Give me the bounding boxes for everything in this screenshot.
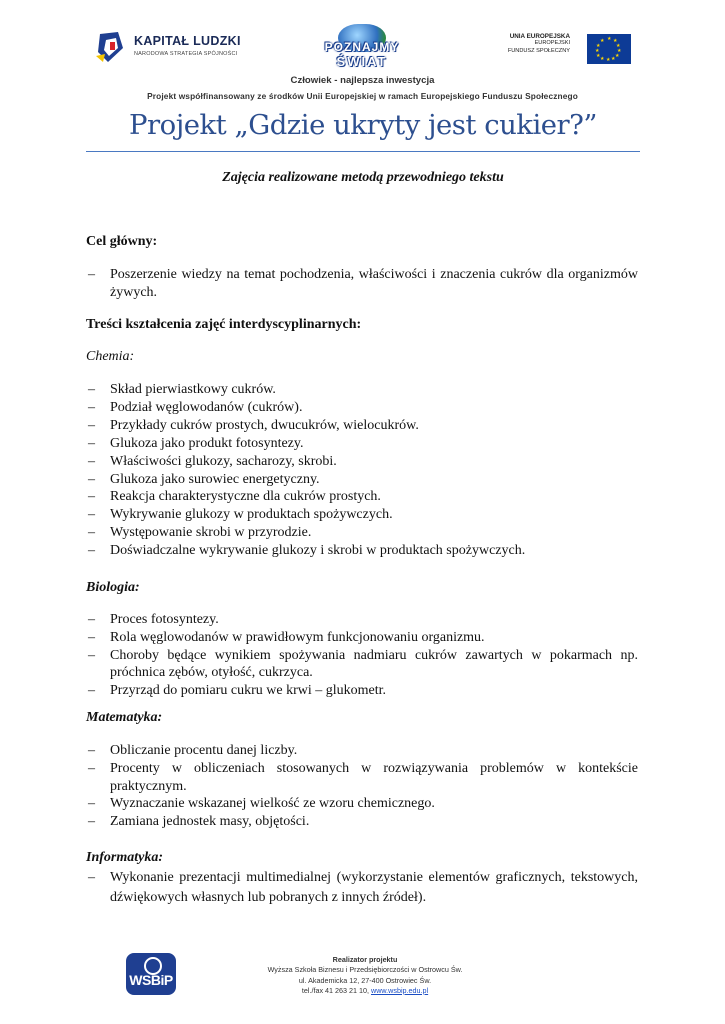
footer-phone-line [230, 986, 500, 996]
motto: Człowiek - najlepsza inwestycja [290, 75, 435, 86]
list-item: – Zamiana jednostek masy, objętości. [86, 813, 638, 831]
poznajmy-line2: ŚWIAT [336, 54, 388, 69]
page-title: Projekt „Gdzie ukryty jest cukier?” [129, 109, 597, 141]
footer-school: Wyższa Szkoła Biznesu i Przedsiębiorczości w Ostrowcu Św. [267, 965, 463, 975]
eu-line3: FUNDUSZ SPOŁECZNY [507, 47, 570, 54]
eu-line2: EUROPEJSKI [534, 40, 570, 47]
subtitle: Zajęcia realizowane metodą przewodniego tekstu [222, 170, 504, 185]
list-item: – Podział węglowodanów (cukrów). [86, 399, 638, 417]
list-item: – Rola węglowodanów w prawidłowym funkcjonowaniu organizmu. [86, 629, 638, 647]
footer-contact [230, 955, 500, 996]
list-item: – Doświadczalne wykrywanie glukozy i skrobi w produktach spożywczych. [86, 542, 638, 560]
list-item: – Procenty w obliczeniach stosowanych w rozwiązywania problemów w kontekście praktycznym. [86, 760, 638, 796]
eu-logo [484, 32, 632, 66]
footer-label: Realizator projektu [332, 955, 398, 964]
eu-flag-icon: ★ ★ ★ ★ ★ ★ ★ ★ ★ ★ ★ ★ [587, 34, 631, 64]
biology-heading: Biologia: [86, 580, 140, 595]
list-item: – Występowanie skrobi w przyrodzie. [86, 524, 638, 542]
wsbip-emblem-icon [144, 957, 162, 975]
wsbip-logo [126, 953, 176, 995]
kapital-ludzki-subtitle: NARODOWA STRATEGIA SPÓJNOŚCI [134, 51, 238, 57]
main-goal-list [86, 266, 638, 302]
eu-text [484, 33, 570, 55]
wsbip-logo-text: WSBiP [129, 972, 173, 988]
contents-heading: Treści kształcenia zajęć interdyscyplinarnych: [86, 317, 362, 332]
list-item: – Przykłady cukrów prostych, dwucukrów, wielocukrów. [86, 417, 638, 435]
informatics-heading: Informatyka: [86, 850, 163, 865]
list-item: – Obliczanie procentu danej liczby. [86, 742, 638, 760]
chemistry-list [86, 381, 638, 560]
eu-line1: UNIA EUROPEJSKA [509, 33, 570, 40]
main-goal-heading: Cel główny: [86, 234, 158, 249]
list-item: – Reakcja charakterystyczne dla cukrów prostych. [86, 488, 638, 506]
list-item: – Glukoza jako surowiec energetyczny. [86, 471, 638, 489]
poznajmy-line1: POZNAJMY [324, 40, 400, 54]
footer-address: ul. Akademicka 12, 27-400 Ostrowiec Św. [298, 975, 432, 985]
title-divider [86, 151, 640, 152]
page-header [0, 0, 725, 110]
page-footer [0, 948, 725, 1008]
math-heading: Matematyka: [86, 710, 163, 725]
cofinancing-note: Projekt współfinansowany ze środków Unii Europejskiej w ramach Europejskiego Funduszu Społecznego [147, 91, 578, 101]
kapital-ludzki-title: KAPITAŁ LUDZKI [134, 34, 241, 48]
list-item: – Wyznaczanie wskazanej wielkość ze wzoru chemicznego. [86, 795, 638, 813]
footer-website-link[interactable]: www.wsbip.edu.pl [371, 985, 429, 995]
informatics-list [86, 868, 638, 908]
poznajmy-swiat-logo [312, 24, 412, 76]
kapital-ludzki-logo [96, 28, 256, 68]
list-item: – Proces fotosyntezy. [86, 611, 638, 629]
list-item: – Choroby będące wynikiem spożywania nadmiaru cukrów zawartych w pokarmach np. próchnica zębów, otyłość, cukrzyca. [86, 647, 638, 683]
list-item: – Wykonanie prezentacji multimedialnej (wykorzystanie elementów graficznych, tekstowych, dźwiękowych własnych lub pobranych z innych źródeł). [86, 868, 638, 908]
footer-phone: tel./fax 41 263 21 10, [301, 985, 371, 995]
list-item: – Glukoza jako produkt fotosyntezy. [86, 435, 638, 453]
chemistry-heading: Chemia: [86, 349, 135, 364]
list-item: – Wykrywanie glukozy w produktach spożywczych. [86, 506, 638, 524]
list-item: – Skład pierwiastkowy cukrów. [86, 381, 638, 399]
list-item: – Przyrząd do pomiaru cukru we krwi – glukometr. [86, 682, 638, 700]
kapital-ludzki-mark-icon [96, 30, 126, 64]
biology-list [86, 611, 638, 700]
math-list [86, 742, 638, 831]
list-item: – Poszerzenie wiedzy na temat pochodzenia, właściwości i znaczenia cukrów dla organizmów żywych. [86, 266, 638, 302]
list-item: – Właściwości glukozy, sacharozy, skrobi. [86, 453, 638, 471]
